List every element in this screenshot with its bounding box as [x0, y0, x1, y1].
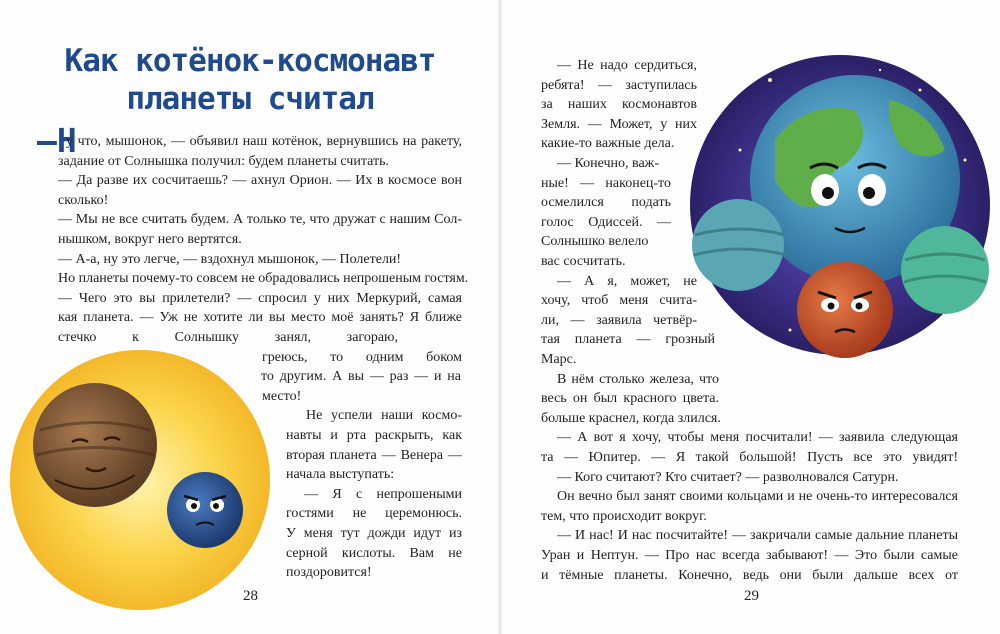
- text-line: хочу, чтоб меня счита-: [541, 293, 697, 309]
- text-line: — А-а, ну это легче, — вздохнул мышонок, — Полетели!: [58, 251, 402, 267]
- chapter-title-line-1: Как котёнок-космонавт: [64, 43, 436, 79]
- text-line: нышком, вокруг него вертятся.: [58, 232, 242, 247]
- sun-illustration: [0, 330, 290, 610]
- text-line: вторая планета — Венера —: [286, 447, 462, 463]
- text-line: Марс.: [541, 352, 577, 367]
- text-line: — Конечно, важ-: [557, 156, 660, 171]
- text-line: — А я, может, не: [557, 273, 697, 289]
- text-line: начала выступать:: [286, 467, 395, 483]
- text-line: тем, что происходит вокруг.: [541, 508, 707, 524]
- text-line: — Я с непрошеными: [304, 486, 462, 502]
- text-line: ли, — заявила четвёр-: [541, 312, 697, 328]
- text-line: осмелился подать: [541, 195, 671, 211]
- text-line: Уран и Нептун. — Про нас всегда забывают! — Это были самые: [541, 548, 958, 563]
- text-line: — И нас! И нас посчитайте! — закричали самые дальние планеты: [557, 528, 958, 544]
- text-line: кая планета. — Уж не хотите ли вы место моё занять? Я ближе: [58, 310, 462, 326]
- text-line: У меня тут дожди идут из: [286, 526, 462, 541]
- text-line: стечко к Солнышку занял, загораю,: [58, 330, 398, 345]
- mars-planet: [797, 262, 893, 358]
- text-line: поздоровится!: [286, 565, 372, 581]
- text-line: Солнышко велело: [541, 234, 649, 250]
- text-line: место!: [262, 388, 302, 404]
- text-line: больше краснел, когда злился.: [541, 410, 721, 426]
- chapter-title: [40, 42, 460, 118]
- text-line: то другим. А вы — раз — и на: [261, 369, 461, 385]
- text-line: — Чего это вы прилетели? — спросил у них Меркурий, самая: [58, 290, 462, 306]
- chapter-title-line-2: планеты считал: [126, 81, 374, 117]
- page-number-right: 29: [744, 588, 759, 604]
- mercury-planet: [167, 472, 243, 548]
- text-line: та — Юпитер. — Я такой большой! Пусть все это увидят!: [541, 450, 958, 465]
- text-line: В нём столько железа, что: [557, 371, 719, 387]
- text-line: гостями не церемонюсь.: [286, 506, 462, 522]
- text-line: серной кислоты. Вам не: [286, 545, 462, 561]
- text-line: греюсь, то одним боком: [262, 349, 462, 365]
- text-line: вас сосчитать.: [541, 254, 626, 269]
- text-line: — Кого считают? Кто считает? — разволновался Сатурн.: [557, 469, 899, 485]
- text-line: — Мы не все считать будем. А только те, что дружат с нашим Сол-: [58, 212, 462, 228]
- text-line: Он вечно был занят своими кольцами и не очень-то интересовался: [557, 489, 958, 505]
- text-line: навты и рта раскрыть, как: [286, 428, 462, 443]
- text-line: ребята! — заступилась: [541, 77, 697, 93]
- text-line: Земля. — Может, у них: [541, 116, 697, 132]
- book-gutter: [498, 0, 502, 634]
- text-line: у что, мышонок, — объявил наш котёнок, вернувшись на ракету,: [66, 134, 462, 149]
- drop-cap: —Н: [37, 121, 77, 160]
- text-line: — А вот я хочу, чтобы меня посчитали! — заявила следующая: [557, 430, 958, 446]
- text-line: задание от Солнышка получил: будем планеты считать.: [58, 153, 389, 169]
- text-line: Но планеты почему-то совсем не обрадовались непрошеным гостям.: [58, 271, 469, 287]
- text-line: голос Одиссей. —: [541, 214, 671, 230]
- neptune-planet: [901, 226, 989, 314]
- text-line: тая планета — грозный: [541, 332, 715, 348]
- text-line: за наших космонавтов: [541, 97, 697, 113]
- text-line: Не успели наши космо-: [306, 408, 462, 424]
- text-line: — Да разве их сосчитаешь? — ахнул Орион. — Их в космосе вон: [58, 173, 462, 189]
- text-line: ные! — наконец-то: [541, 175, 671, 191]
- text-line: и тёмные планеты. Конечно, ведь они были дальше всех от: [541, 567, 958, 583]
- planets-illustration: [680, 40, 1000, 370]
- page-number-left: 28: [243, 588, 258, 604]
- text-line: — Не надо сердиться,: [557, 58, 697, 73]
- text-line: какие-то важные дела.: [541, 136, 675, 152]
- text-line: весь он был красного цвета.: [541, 391, 719, 407]
- text-line: сколько!: [58, 192, 109, 208]
- venus-planet: [33, 383, 157, 507]
